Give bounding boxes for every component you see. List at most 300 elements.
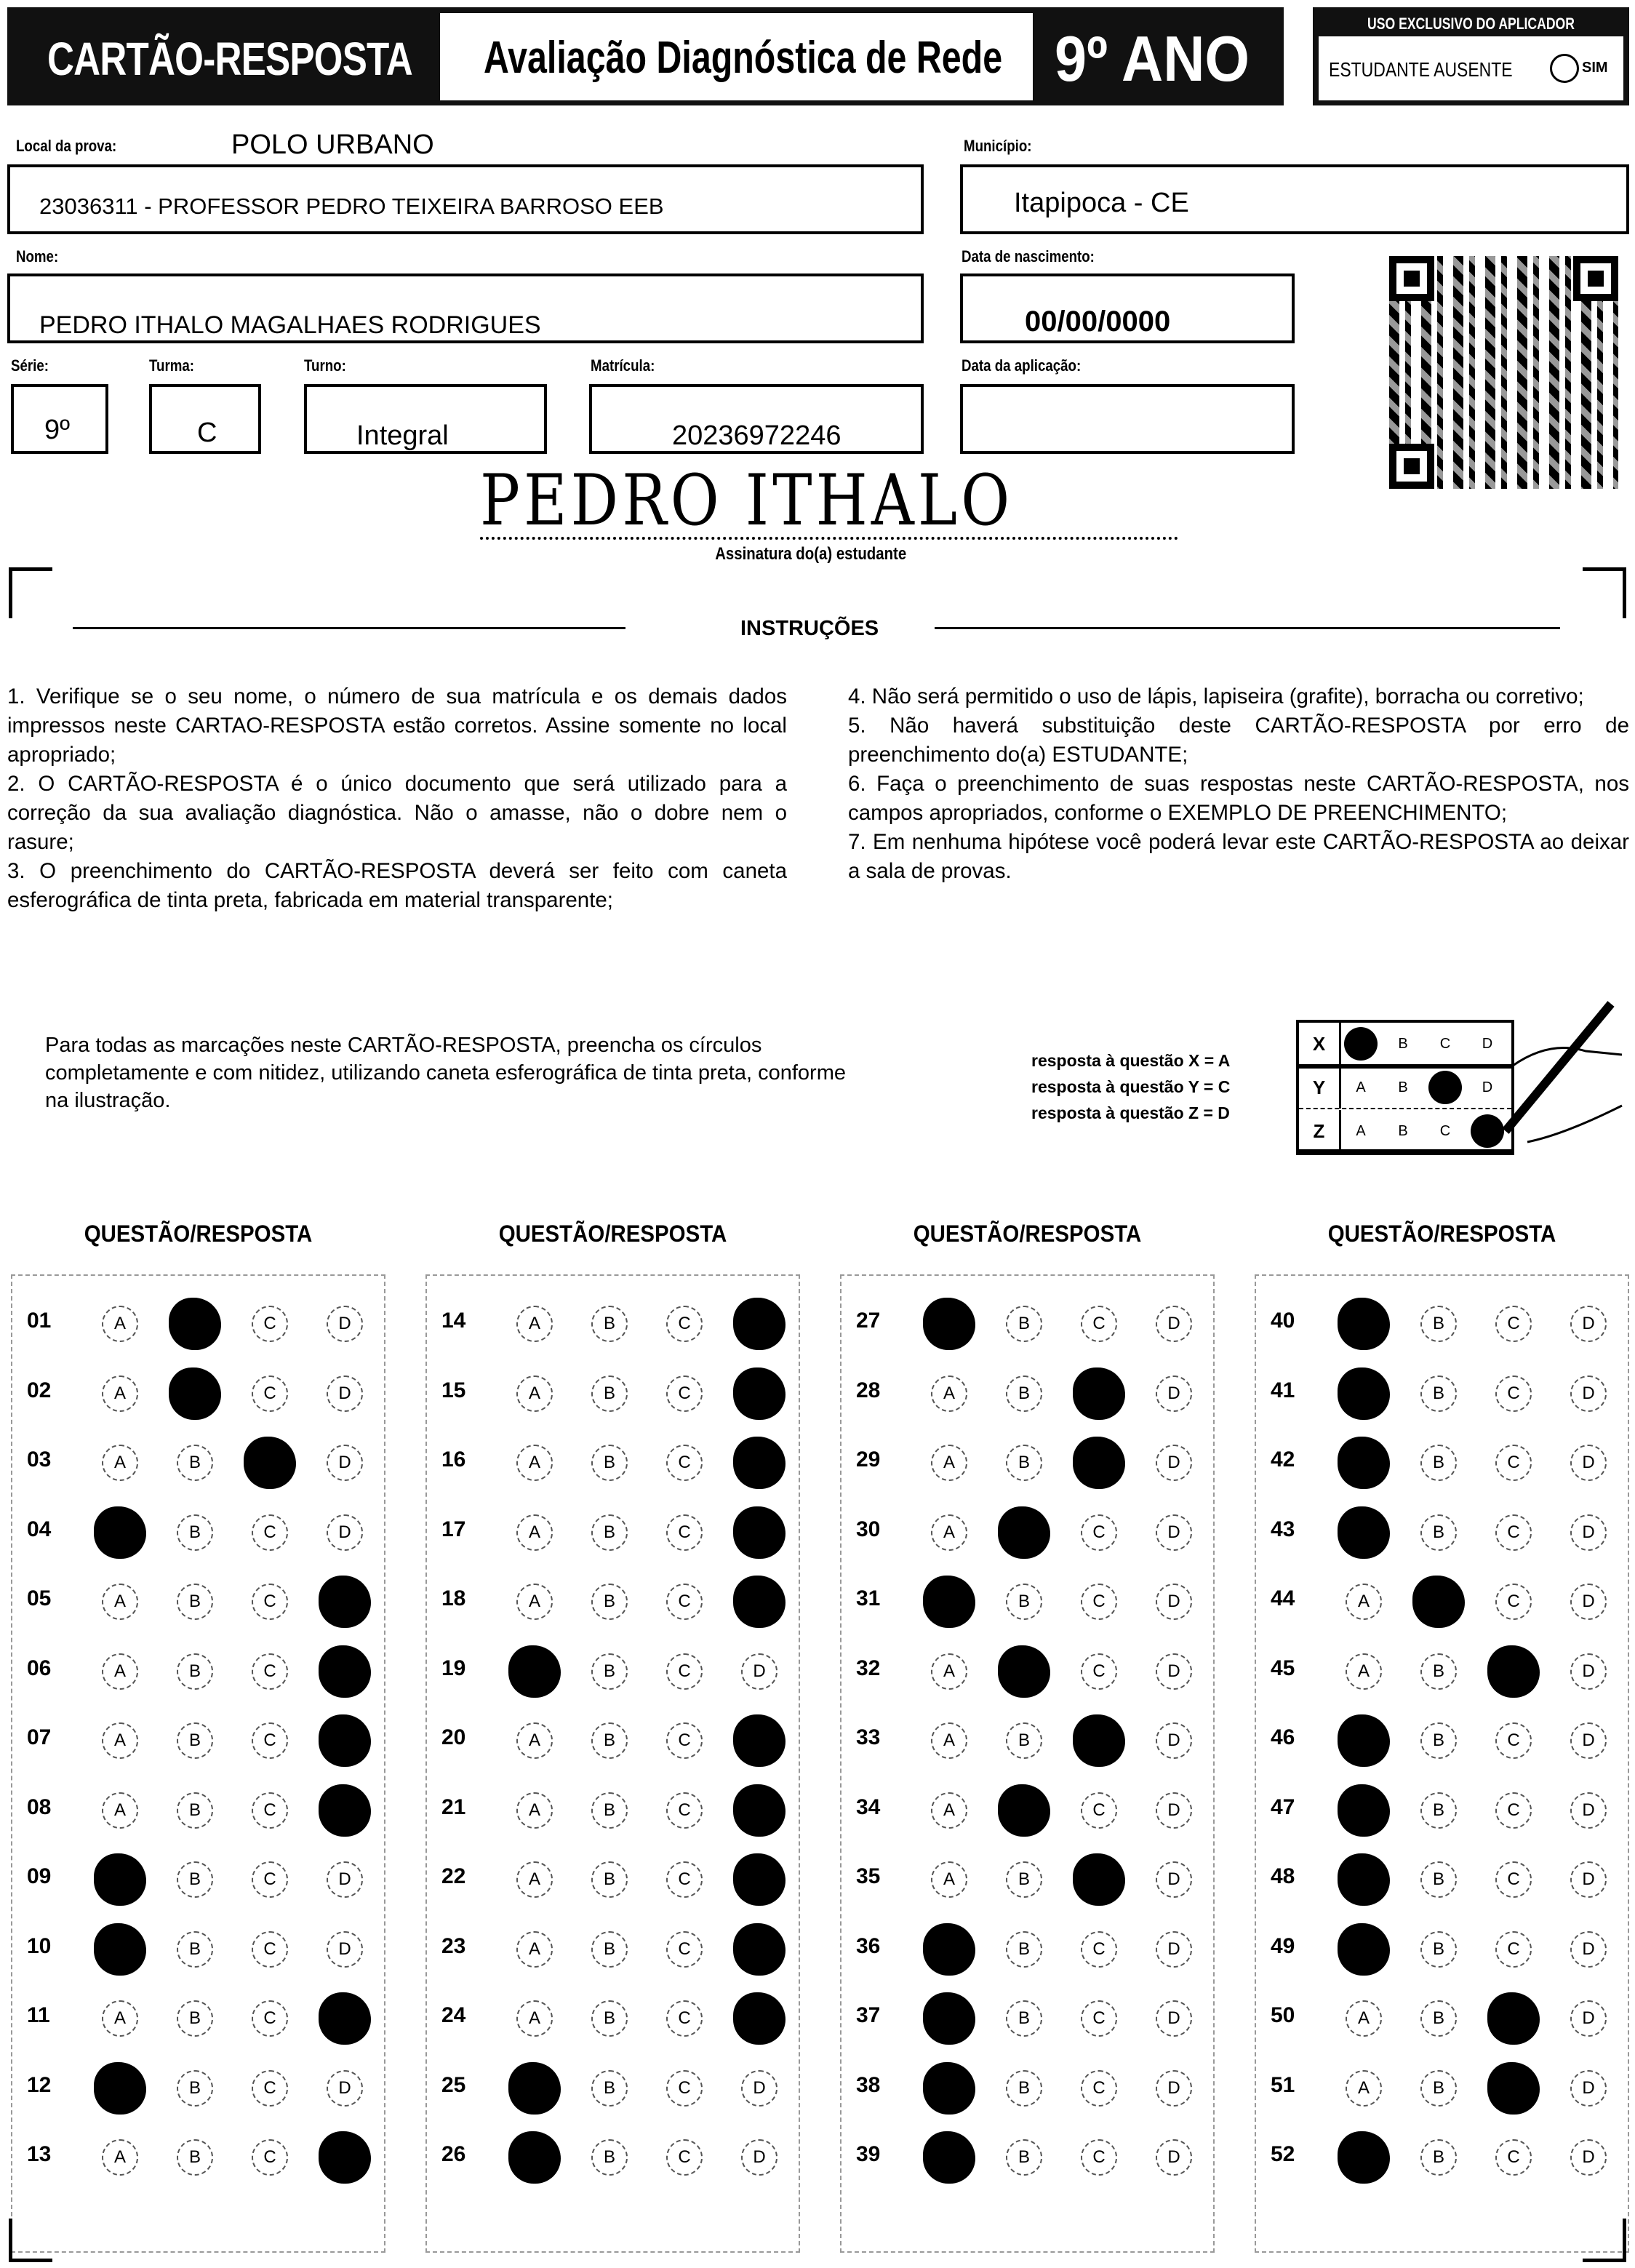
answer-bubble[interactable]: B [177, 1861, 213, 1898]
answer-bubble[interactable]: B [177, 1653, 213, 1690]
answer-bubble-filled[interactable] [1338, 1714, 1390, 1767]
answer-bubble-filled[interactable] [733, 1367, 785, 1420]
question-number: 05 [27, 1586, 52, 1610]
corner-mark [9, 567, 52, 618]
example-filled-bubble [1428, 1071, 1462, 1104]
signature-line [480, 537, 1178, 540]
question-number: 35 [856, 1864, 881, 1888]
answer-bubble[interactable]: C [1495, 2139, 1532, 2176]
answer-bubble-filled[interactable] [733, 1437, 785, 1489]
answer-bubble-filled[interactable] [1487, 2062, 1540, 2115]
answer-bubble[interactable]: A [1346, 1653, 1382, 1690]
answer-bubble[interactable]: B [1420, 1306, 1457, 1342]
answer-bubble[interactable]: D [1570, 1931, 1607, 1968]
answer-bubble[interactable]: A [516, 1722, 553, 1759]
fill-note: Para todas as marcações neste CARTÃO-RESPOSTA, preencha os círculos completamente e com nitidez, utilizando caneta esferográfica de tinta preta, conforme na ilustração. [45, 1034, 846, 1112]
answer-bubble[interactable]: C [252, 1861, 288, 1898]
answer-bubble[interactable]: C [252, 2139, 288, 2176]
answer-bubble-filled[interactable] [923, 2131, 975, 2184]
answer-bubble[interactable]: C [666, 1653, 703, 1690]
turma-value: C [197, 418, 217, 448]
answer-bubble[interactable]: D [1156, 1722, 1192, 1759]
answer-bubble[interactable]: C [252, 1584, 288, 1620]
question-number: 26 [441, 2142, 466, 2166]
answer-bubble[interactable]: C [1495, 1445, 1532, 1481]
answer-bubble[interactable]: A [516, 1861, 553, 1898]
answer-bubble[interactable]: C [1495, 1931, 1532, 1968]
turno-label: Turno: [304, 356, 346, 375]
signature-label: Assinatura do(a) estudante [715, 544, 907, 564]
municipio-value: Itapipoca - CE [1014, 188, 1189, 218]
answer-bubble-filled[interactable] [1338, 1923, 1390, 1976]
answer-bubble[interactable]: B [177, 2070, 213, 2107]
answer-bubble[interactable]: B [1420, 1722, 1457, 1759]
question-number: 03 [27, 1448, 52, 1472]
answer-bubble[interactable]: C [1081, 1306, 1117, 1342]
answer-bubble[interactable]: B [1420, 2070, 1457, 2107]
answer-bubble-filled[interactable] [1338, 1506, 1390, 1559]
answer-bubble-filled[interactable] [923, 1923, 975, 1976]
answer-bubble[interactable]: B [1006, 2139, 1042, 2176]
municipio-field [960, 164, 1629, 234]
answer-bubble[interactable]: A [516, 1375, 553, 1412]
answer-bubble-filled[interactable] [733, 1992, 785, 2045]
answer-bubble[interactable]: D [1156, 2139, 1192, 2176]
answer-bubble[interactable]: B [177, 1445, 213, 1481]
instruction-2: 2. O CARTÃO-RESPOSTA é o único documento que será utilizado para a correção da sua avaliação diagnóstica. Não o amasse, não o dobre nem o rasure; [7, 772, 787, 854]
matricula-label: Matrícula: [591, 356, 655, 375]
answer-bubble[interactable]: D [1156, 1861, 1192, 1898]
instruction-1: 1. Verifique se o seu nome, o número de sua matrícula e os demais dados impressos neste CARTAO-RESPOSTA estão corretos. Assine somente no local apropriado; [7, 684, 787, 767]
answer-bubble[interactable]: A [516, 1931, 553, 1968]
instructions-left [7, 682, 787, 915]
question-number: 04 [27, 1517, 52, 1541]
answer-bubble[interactable]: B [591, 2070, 628, 2107]
answer-bubble[interactable]: D [741, 2070, 777, 2107]
answer-bubble[interactable]: D [741, 1653, 777, 1690]
answer-bubble[interactable]: C [1495, 1514, 1532, 1551]
answer-bubble[interactable]: C [666, 1306, 703, 1342]
answer-bubble[interactable]: B [591, 1931, 628, 1968]
answer-bubble-filled[interactable] [319, 1645, 371, 1698]
answer-bubble-filled[interactable] [1073, 1437, 1125, 1489]
question-number: 17 [441, 1517, 466, 1541]
answer-bubble-filled[interactable] [1487, 1645, 1540, 1698]
answer-bubble[interactable]: C [1495, 1722, 1532, 1759]
nome-label: Nome: [16, 247, 59, 265]
answer-bubble[interactable]: B [591, 1306, 628, 1342]
instruction-3: 3. O preenchimento do CARTÃO-RESPOSTA deverá ser feito com caneta esferográfica de tinta preta, fabricada em material transparente; [7, 859, 787, 912]
answer-bubble[interactable]: A [931, 1514, 967, 1551]
answer-bubble[interactable]: D [327, 1861, 363, 1898]
question-number: 20 [441, 1725, 466, 1749]
answer-bubble[interactable]: B [591, 1514, 628, 1551]
answer-bubble[interactable]: C [1495, 1584, 1532, 1620]
answer-bubble-filled[interactable] [319, 1784, 371, 1837]
answer-bubble-filled[interactable] [998, 1784, 1050, 1837]
answer-bubble[interactable]: B [1420, 1445, 1457, 1481]
answer-bubble-filled[interactable] [998, 1645, 1050, 1698]
answer-bubble[interactable]: A [102, 1792, 138, 1829]
answer-bubble[interactable]: C [1081, 1931, 1117, 1968]
question-number: 45 [1271, 1656, 1295, 1680]
answer-bubble[interactable]: B [1006, 1584, 1042, 1620]
answer-bubble[interactable]: D [327, 1514, 363, 1551]
answer-bubble[interactable]: B [1420, 2139, 1457, 2176]
answer-bubble[interactable]: C [666, 1931, 703, 1968]
answer-bubble-filled[interactable] [1338, 1298, 1390, 1350]
answer-bubble[interactable]: A [1346, 2000, 1382, 2037]
answer-bubble[interactable]: D [1156, 1445, 1192, 1481]
answer-bubble[interactable]: D [1156, 1375, 1192, 1412]
answer-bubble[interactable]: C [1081, 2139, 1117, 2176]
grade-title: 9º ANO [1055, 23, 1250, 95]
question-number: 06 [27, 1656, 52, 1680]
answer-bubble[interactable]: D [1156, 1514, 1192, 1551]
answer-bubble[interactable]: B [177, 1722, 213, 1759]
answer-bubble[interactable]: D [1570, 1584, 1607, 1620]
answer-bubble-filled[interactable] [1073, 1714, 1125, 1767]
answer-bubble[interactable]: B [1420, 1514, 1457, 1551]
answer-bubble[interactable]: D [1570, 2000, 1607, 2037]
turma-field [149, 384, 261, 454]
question-number: 39 [856, 2142, 881, 2166]
answer-bubble[interactable]: A [931, 1722, 967, 1759]
answer-bubble[interactable]: C [252, 2070, 288, 2107]
answer-bubble-filled[interactable] [923, 1992, 975, 2045]
answer-bubble[interactable]: B [591, 1861, 628, 1898]
answer-bubble-filled[interactable] [1338, 1853, 1390, 1906]
answer-bubble-filled[interactable] [319, 2131, 371, 2184]
turma-label: Turma: [149, 356, 194, 375]
answer-bubble[interactable]: B [1006, 1306, 1042, 1342]
question-number: 50 [1271, 2003, 1295, 2027]
answer-bubble-filled[interactable] [319, 1576, 371, 1628]
answer-bubble[interactable]: A [1346, 2070, 1382, 2107]
absent-bubble[interactable] [1550, 54, 1579, 83]
answer-bubble-filled[interactable] [508, 1645, 561, 1698]
answer-bubble-filled[interactable] [733, 1784, 785, 1837]
answer-bubble[interactable]: C [666, 1861, 703, 1898]
answer-bubble[interactable]: B [1006, 1722, 1042, 1759]
answer-bubble[interactable]: B [591, 1722, 628, 1759]
answer-bubble-filled[interactable] [733, 1576, 785, 1628]
answer-bubble-filled[interactable] [1487, 1992, 1540, 2045]
answer-bubble[interactable]: C [666, 1584, 703, 1620]
answer-bubble-filled[interactable] [244, 1437, 296, 1489]
answer-bubble[interactable]: C [1081, 2070, 1117, 2107]
answer-bubble[interactable]: B [1420, 1792, 1457, 1829]
answer-bubble-filled[interactable] [923, 1576, 975, 1628]
answer-bubble[interactable]: D [1156, 1931, 1192, 1968]
absent-sim-label: SIM [1582, 60, 1608, 76]
answer-bubble[interactable]: D [1156, 1653, 1192, 1690]
question-number: 12 [27, 2072, 52, 2097]
answer-bubble-filled[interactable] [94, 2062, 146, 2115]
question-number: 37 [856, 2003, 881, 2027]
answer-bubble[interactable]: D [1156, 2000, 1192, 2037]
answer-bubble[interactable]: B [1420, 2000, 1457, 2037]
example-bubble: D [1482, 1035, 1493, 1052]
answer-bubble[interactable]: D [327, 1931, 363, 1968]
answer-bubble[interactable]: D [327, 1306, 363, 1342]
answer-bubble[interactable]: B [177, 2139, 213, 2176]
answer-bubble[interactable]: A [102, 1306, 138, 1342]
answer-bubble[interactable]: B [591, 1653, 628, 1690]
answer-bubble-filled[interactable] [923, 1298, 975, 1350]
answer-bubble[interactable]: D [1570, 1792, 1607, 1829]
answer-bubble[interactable]: C [1495, 1375, 1532, 1412]
answer-bubble[interactable]: C [1081, 1584, 1117, 1620]
corner-mark [9, 2219, 52, 2262]
answer-bubble[interactable]: C [1495, 1306, 1532, 1342]
answer-bubble[interactable]: C [666, 1722, 703, 1759]
answer-bubble[interactable]: D [1156, 1306, 1192, 1342]
answer-bubble[interactable]: D [1156, 1792, 1192, 1829]
answer-bubble[interactable]: A [931, 1653, 967, 1690]
answer-bubble[interactable]: C [666, 1514, 703, 1551]
answer-bubble[interactable]: A [102, 2139, 138, 2176]
question-number: 31 [856, 1586, 881, 1610]
answer-bubble[interactable]: B [1006, 1445, 1042, 1481]
matricula-field [589, 384, 924, 454]
answer-bubble-filled[interactable] [319, 1714, 371, 1767]
instruction-6: 6. Faça o preenchimento de suas respostas neste CARTÃO-RESPOSTA, nos campos apropriados, conforme o EXEMPLO DE PREENCHIMENTO; [848, 772, 1629, 825]
answer-bubble-filled[interactable] [1412, 1576, 1465, 1628]
answer-bubble[interactable]: A [516, 1792, 553, 1829]
example-bubble: D [1482, 1079, 1493, 1095]
column-heading: QUESTÃO/RESPOSTA [84, 1221, 313, 1247]
question-number: 07 [27, 1725, 52, 1749]
answer-bubble[interactable]: A [1346, 1584, 1382, 1620]
answer-bubble[interactable]: B [177, 1792, 213, 1829]
question-number: 40 [1271, 1309, 1295, 1333]
answer-bubble-filled[interactable] [1073, 1367, 1125, 1420]
answer-bubble[interactable]: C [1081, 1653, 1117, 1690]
answer-bubble[interactable]: B [1006, 1861, 1042, 1898]
answer-bubble[interactable]: D [327, 1445, 363, 1481]
answer-bubble[interactable]: C [666, 1792, 703, 1829]
answer-bubble[interactable]: C [666, 1445, 703, 1481]
answer-bubble[interactable]: C [1495, 1792, 1532, 1829]
header-bar [7, 7, 1284, 105]
instructions-title: INSTRUÇÕES [740, 617, 879, 640]
answer-bubble[interactable]: C [252, 1653, 288, 1690]
example-legend-x: resposta à questão X = A [1031, 1051, 1231, 1070]
example-legend [1031, 1047, 1230, 1126]
answer-bubble[interactable]: D [1156, 2070, 1192, 2107]
answer-bubble[interactable]: B [177, 1931, 213, 1968]
answer-bubble[interactable]: B [591, 2139, 628, 2176]
answer-bubble-filled[interactable] [169, 1367, 221, 1420]
example-bubble: B [1398, 1079, 1408, 1095]
answer-bubble[interactable]: B [1006, 2000, 1042, 2037]
example-question-label: Z [1299, 1110, 1341, 1152]
answer-bubble[interactable]: B [591, 1584, 628, 1620]
answer-bubble[interactable]: C [1081, 2000, 1117, 2037]
municipio-label: Município: [964, 137, 1032, 155]
answer-bubble-filled[interactable] [733, 1714, 785, 1767]
answer-bubble[interactable]: D [1570, 1445, 1607, 1481]
answer-bubble[interactable]: A [102, 1653, 138, 1690]
answer-bubble-filled[interactable] [733, 1923, 785, 1976]
answer-bubble[interactable]: C [252, 1375, 288, 1412]
divider [73, 627, 625, 629]
answer-bubble[interactable]: C [252, 1514, 288, 1551]
question-number: 09 [27, 1864, 52, 1888]
answer-bubble[interactable]: C [1495, 1861, 1532, 1898]
example-question-label: Y [1299, 1066, 1341, 1109]
question-number: 49 [1271, 1933, 1295, 1958]
answer-bubble[interactable]: B [1420, 1375, 1457, 1412]
serie-field [11, 384, 108, 454]
answer-bubble[interactable]: D [1570, 1861, 1607, 1898]
answer-bubble-filled[interactable] [733, 1506, 785, 1559]
answer-bubble[interactable]: C [666, 2139, 703, 2176]
nasc-field [960, 273, 1295, 343]
question-number: 47 [1271, 1794, 1295, 1819]
answer-bubble[interactable]: C [1081, 1514, 1117, 1551]
answer-bubble-filled[interactable] [319, 1992, 371, 2045]
answer-bubble[interactable]: C [666, 2000, 703, 2037]
column-heading: QUESTÃO/RESPOSTA [498, 1221, 727, 1247]
answer-bubble[interactable]: D [327, 2070, 363, 2107]
example-bubble: A [1356, 1079, 1366, 1095]
answer-bubble[interactable]: D [1570, 1306, 1607, 1342]
answer-bubble[interactable]: B [1006, 2070, 1042, 2107]
question-number: 22 [441, 1864, 466, 1888]
aplicacao-label: Data da aplicação: [962, 356, 1082, 375]
question-number: 13 [27, 2142, 52, 2166]
answer-bubble-filled[interactable] [733, 1853, 785, 1906]
question-number: 02 [27, 1378, 52, 1402]
answer-bubble[interactable]: A [516, 1445, 553, 1481]
answer-bubble-filled[interactable] [998, 1506, 1050, 1559]
answer-bubble[interactable]: D [1570, 1375, 1607, 1412]
answer-bubble[interactable]: A [102, 1584, 138, 1620]
answer-bubble-filled[interactable] [94, 1923, 146, 1976]
answer-bubble[interactable]: A [516, 1514, 553, 1551]
answer-bubble-filled[interactable] [1338, 1367, 1390, 1420]
answer-bubble[interactable]: D [1156, 1584, 1192, 1620]
question-number: 16 [441, 1448, 466, 1472]
serie-value: 9º [44, 415, 71, 445]
answer-bubble[interactable]: C [252, 1306, 288, 1342]
answer-bubble[interactable]: B [1420, 1931, 1457, 1968]
matricula-value: 20236972246 [672, 420, 842, 451]
absent-box [1319, 36, 1623, 100]
pen-hand-illustration [1484, 997, 1629, 1157]
answer-bubble-filled[interactable] [94, 1853, 146, 1906]
nome-field [7, 273, 924, 343]
answer-bubble[interactable]: B [1420, 1653, 1457, 1690]
example-question-label: X [1299, 1023, 1341, 1065]
answer-bubble[interactable]: A [102, 2000, 138, 2037]
answer-bubble[interactable]: B [1420, 1861, 1457, 1898]
question-number: 21 [441, 1794, 466, 1819]
answer-bubble[interactable]: C [252, 1722, 288, 1759]
answer-bubble[interactable]: C [1081, 1792, 1117, 1829]
question-number: 30 [856, 1517, 881, 1541]
instruction-4: 4. Não será permitido o uso de lápis, lapiseira (grafite), borracha ou corretivo; [848, 684, 1584, 708]
answer-bubble-filled[interactable] [1073, 1853, 1125, 1906]
answer-bubble[interactable]: C [252, 2000, 288, 2037]
answer-bubble-filled[interactable] [1338, 1784, 1390, 1837]
answer-bubble[interactable]: C [252, 1931, 288, 1968]
answer-bubble[interactable]: B [177, 2000, 213, 2037]
answer-bubble[interactable]: D [1570, 1514, 1607, 1551]
instructions-right [848, 682, 1629, 886]
question-number: 46 [1271, 1725, 1295, 1749]
answer-bubble[interactable]: D [1570, 2139, 1607, 2176]
question-number: 15 [441, 1378, 466, 1402]
answer-bubble[interactable]: C [666, 1375, 703, 1412]
answer-bubble[interactable]: A [102, 1445, 138, 1481]
answer-bubble[interactable]: A [931, 1375, 967, 1412]
turno-field [304, 384, 547, 454]
answer-bubble-filled[interactable] [169, 1298, 221, 1350]
answer-bubble-filled[interactable] [923, 2062, 975, 2115]
answer-bubble[interactable]: A [516, 1306, 553, 1342]
answer-bubble[interactable]: C [666, 2070, 703, 2107]
answer-bubble[interactable]: B [177, 1584, 213, 1620]
answer-bubble[interactable]: B [1006, 1931, 1042, 1968]
nome-value: PEDRO ITHALO MAGALHAES RODRIGUES [39, 311, 541, 339]
answer-bubble-filled[interactable] [508, 2131, 561, 2184]
question-number: 34 [856, 1794, 881, 1819]
answer-bubble[interactable]: D [1570, 2070, 1607, 2107]
question-number: 41 [1271, 1378, 1295, 1402]
example-bubble: C [1439, 1035, 1451, 1052]
answer-bubble[interactable]: D [327, 1375, 363, 1412]
question-number: 25 [441, 2072, 466, 2097]
question-number: 44 [1271, 1586, 1295, 1610]
answer-bubble-filled[interactable] [508, 2062, 561, 2115]
answer-bubble[interactable]: A [931, 1861, 967, 1898]
question-number: 42 [1271, 1448, 1295, 1472]
answer-bubble-filled[interactable] [733, 1298, 785, 1350]
answer-bubble-filled[interactable] [1338, 1437, 1390, 1489]
answer-bubble[interactable]: A [516, 1584, 553, 1620]
answer-bubble[interactable]: B [591, 1375, 628, 1412]
school-value: 23036311 - PROFESSOR PEDRO TEIXEIRA BARROSO EEB [39, 193, 664, 219]
answer-bubble[interactable]: A [516, 2000, 553, 2037]
answer-bubble[interactable]: D [1570, 1653, 1607, 1690]
answer-bubble[interactable]: A [102, 1722, 138, 1759]
column-heading: QUESTÃO/RESPOSTA [1327, 1221, 1556, 1247]
answer-bubble[interactable]: B [591, 1792, 628, 1829]
answer-bubble-filled[interactable] [94, 1506, 146, 1559]
answer-bubble[interactable]: A [931, 1445, 967, 1481]
answer-bubble[interactable]: B [177, 1514, 213, 1551]
question-number: 29 [856, 1448, 881, 1472]
answer-bubble[interactable]: D [741, 2139, 777, 2176]
answer-bubble[interactable]: B [591, 1445, 628, 1481]
answer-bubble[interactable]: C [252, 1792, 288, 1829]
answer-bubble[interactable]: D [1570, 1722, 1607, 1759]
corner-mark [1583, 567, 1626, 618]
answer-bubble[interactable]: A [931, 1792, 967, 1829]
answer-bubble[interactable]: B [591, 2000, 628, 2037]
question-number: 08 [27, 1794, 52, 1819]
exam-title-box [440, 13, 1033, 100]
answer-bubble[interactable]: B [1006, 1375, 1042, 1412]
example-bubble: C [1439, 1122, 1451, 1139]
answer-bubble[interactable]: A [102, 1375, 138, 1412]
card-title: CARTÃO-RESPOSTA [47, 33, 412, 85]
answer-bubble-filled[interactable] [1338, 2131, 1390, 2184]
question-number: 24 [441, 2003, 466, 2027]
